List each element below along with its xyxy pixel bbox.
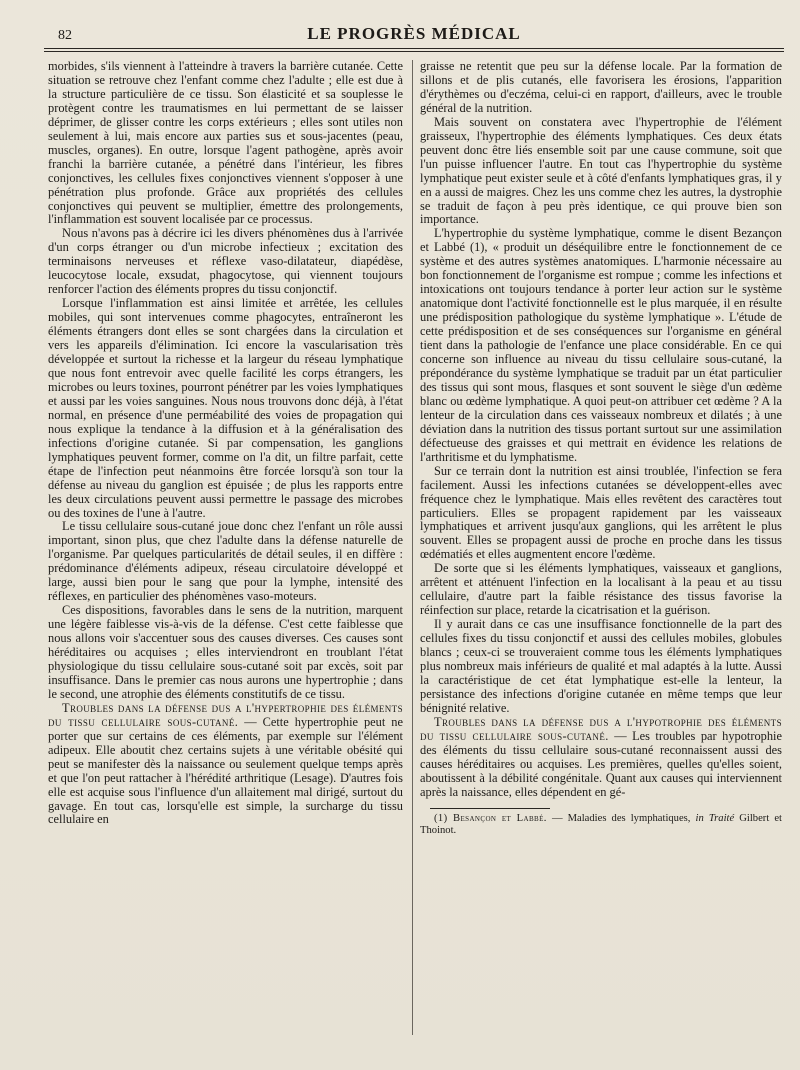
paragraph: Il y aurait dans ce cas une insuffisance fonctionnelle de la part des cellules fixes du tissu conjonctif et aussi des cellules mobiles, globules blancs ; ceux-ci se trouveraient comme tous les éléments lymphatiques plus nombreux mais inférieurs de qualité et mal adaptés à la lutte. Aussi la caractéristique de cet état lymphatique est-elle la lenteur, la persistance des infections d'origine cutanée en même temps que leur bénignité relative. bbox=[420, 617, 782, 715]
page-header bbox=[44, 24, 784, 46]
header-rule bbox=[44, 48, 784, 49]
section-hypertrophie bbox=[48, 702, 403, 828]
paragraph: Le tissu cellulaire sous-cutané joue donc chez l'enfant un rôle aussi important, sinon plus, que chez l'adulte dans la défense naturelle de l'organisme. Par quelques particularités de détail seules, il en diffère : prédominance d'éléments adipeux, réseau circulatoire développé et large, aussi bien pour le sang que pour la lymphe, intensité des réflexes, en particulier des phénomènes vaso-moteurs. bbox=[48, 519, 403, 604]
header-rule-double bbox=[44, 51, 784, 52]
left-column bbox=[48, 60, 403, 1045]
footnote-authors: (1) Besançon et Labbé. bbox=[434, 812, 547, 824]
footnote-rule bbox=[430, 808, 550, 809]
right-column bbox=[420, 60, 782, 1045]
section-hypotrophie bbox=[420, 716, 782, 800]
journal-title: LE PROGRÈS MÉDICAL bbox=[307, 24, 521, 43]
section-heading: Troubles dans la défense dus a l'hypotrophie des éléments du tissu cellulaire sous-cutané. bbox=[420, 714, 782, 743]
section-text: — Les troubles par hypotrophie des éléments du tissu cellulaire sous-cutané reconnaissent aussi des causes héréditaires ou acquises. Les premières, quelles qu'elles soient, aboutissent à la débilité congénitale. Quant aux causes qui interviennent après la naissance, elles dépendent en gé- bbox=[420, 728, 782, 799]
footnote-source: in Traité bbox=[695, 812, 735, 824]
paragraph: Nous n'avons pas à décrire ici les divers phénomènes dus à l'arrivée d'un corps étranger ou d'un microbe infectieux ; excitation des terminaisons nerveuses et réflexe vaso-dilatateur, diapédèse, leucocytose locale, exsudat, phagocytose, qui viennent toujours renforcer l'action des éléments propres du tissu conjonctif. bbox=[48, 226, 403, 297]
paragraph: Lorsque l'inflammation est ainsi limitée et arrêtée, les cellules mobiles, qui sont intervenues comme phagocytes, entraîneront les éléments étrangers dont elles se sont chargées dans la circulation et vers les appareils d'élimination. Ici encore la vascularisation très développée et surtout la richesse et la largeur du réseau lymphatique que nous font entrevoir avec quelle facilité les corps étrangers, les microbes ou leurs toxines, pourront pénétrer par les voies lymphatiques et aussi par les voies sanguines. Nous nous trouvons donc déjà, à l'état normal, en présence d'une perméabilité des voies de propagation qui nous explique la tendance à la diffusion et à la généralisation des infections d'origine cutanée. Si par compensation, les ganglions lymphatiques peuvent former, comme on l'a dit, un filtre parfait, cette étape de l'infection peut néanmoins être forcée lorsqu'à son tour la défense au niveau du ganglion est épuisée ; de plus les rapports entre les deux circulations peuvent aussi permettre le passage des microbes ou des toxines de l'une à l'autre. bbox=[48, 296, 403, 520]
paragraph: Sur ce terrain dont la nutrition est ainsi troublée, l'infection se fera facilement. Aussi les infections cutanées se développent-elles avec fréquence chez le lymphatique. Mais elles revêtent des caractères tout particuliers. Elles se propagent rapidement par les vaisseaux lymphatiques et arrivent jusqu'aux ganglions, qui les arrêtent le plus souvent. Elles se propagent aussi de proche en proche dans les tissus œdématiés et elles augmentent encore l'œdème. bbox=[420, 463, 782, 562]
section-text: — Cette hypertrophie peut ne porter que sur certains de ces éléments, par exemple sur l'élément adipeux. Elle aboutit chez certains sujets à une véritable obésité qui peut se manifester dès la naissance ou seulement quelque temps après et que l'on peut rattacher à l'hérédité arthritique (Lesage). D'autres fois elle est acquise sous l'influence d'un allaitement mal dirigé, surtout du gavage. En tout cas, lorsqu'elle est simple, la surcharge du tissu cellulaire en bbox=[48, 714, 403, 827]
paragraph: Ces dispositions, favorables dans le sens de la nutrition, marquent une légère faiblesse vis-à-vis de la défense. C'est cette faiblesse que nous allons voir s'accentuer sous des causes diverses. Ces causes sont héréditaires ou acquises ; elles interviendront en troublant l'état physiologique du tissu cellulaire sous-cutané soit par excès, soit par insuffisance. Dans le premier cas nous aurons une hypertrophie ; dans le second, une atrophie des éléments constitutifs de ce tissu. bbox=[48, 603, 403, 701]
paragraph: morbides, s'ils viennent à l'atteindre à travers la barrière cutanée. Cette situation se retrouve chez l'enfant comme chez l'adulte ; elle est due à la structure particulière de ce tissu. Son élasticité et sa souplesse le protègent contre les traumatismes en lui permettant de se laisser déprimer, de glisser contre les corps extérieurs ; elles sont utiles non seulement à lui, mais encore aux parties sus et sous-jacentes (peau, muscles, organes). En outre, lorsque l'agent pathogène, après avoir franchi la barrière cutanée, a pénétré dans l'intérieur, les fibres conjonctives, les cellules fixes conjonctives viennent s'opposer à une pénétration plus profonde. Grâce aux propriétés des cellules conjonctives qui peuvent se multiplier, émettre des prolongements, l'inflammation est souvent localisée par ce processus. bbox=[48, 60, 403, 227]
footnote-title: — Maladies des lymphatiques, bbox=[546, 812, 696, 824]
paragraph: Mais souvent on constatera avec l'hypertrophie de l'élément graisseux, l'hypertrophie des éléments lymphatiques. Ces deux états peuvent donc être liés ensemble soit par une cause commune, soit que l'un puisse influencer l'autre. En tout cas l'hypertrophie du système lymphatique peut exister seule et à côté d'enfants lymphatiques gras, il y en a aussi de maigres. Chez les uns comme chez les autres, la dystrophie se traduit de façon à peu près identique, ce qui prouve bien son importance. bbox=[420, 114, 782, 227]
paragraph: De sorte que si les éléments lymphatiques, vaisseaux et ganglions, arrêtent et atténuent l'infection en la localisant à la peau et au tissu cellulaire, d'autre part la faible résistance des tissus favorise la réinfection sur place, retarde la cicatrisation et la guérison. bbox=[420, 561, 782, 618]
footnote bbox=[420, 813, 782, 837]
column-divider bbox=[412, 60, 413, 1035]
footnote-publisher: Gilbert et Thoinot. bbox=[420, 812, 782, 836]
paragraph: L'hypertrophie du système lymphatique, comme le disent Bezançon et Labbé (1), « produit un déséquilibre entre le fonctionnement de ce système et des autres systèmes anatomiques. L'harmonie nécessaire au bon fonctionnement de l'organisme est rompue ; comme les infections et intoxications ont toujours tendance à porter leur action sur le système anatomique dont l'activité fonctionnelle est le plus marquée, il en résulte une prédisposition pathologique du système lymphatique ». L'étude de cette prédisposition et de ses conséquences sur l'organisme en général tient dans la pathologie de l'enfance une place considérable. En ce qui concerne son influence au niveau du tissu cellulaire sous-cutané, la prépondérance du système lymphatique se traduit par un état particulier des tissus qui sont mous, flasques et sont souvent le siège d'un œdème blanc ou œdème lymphatique. A quoi peut-on attribuer cet œdème ? A la lenteur de la circulation dans ces vaisseaux nombreux et dilatés ; à une déviation dans la nutrition des tissus portant surtout sur une assimilation défectueuse des graisses et qui mettrait en évidence les relations de l'arthritisme et du lymphatisme. bbox=[420, 226, 782, 464]
section-heading: Troubles dans la défense dus a l'hypertrophie des éléments du tissu cellulaire sous-cutané. bbox=[48, 700, 403, 729]
paragraph: graisse ne retentit que peu sur la défense locale. Par la formation de sillons et de plis cutanés, elle favorisera les érosions, l'apparition d'érythèmes ou d'eczéma, celui-ci en rapport, d'ailleurs, avec le trouble général de la nutrition. bbox=[420, 60, 782, 115]
page-number: 82 bbox=[58, 28, 72, 43]
